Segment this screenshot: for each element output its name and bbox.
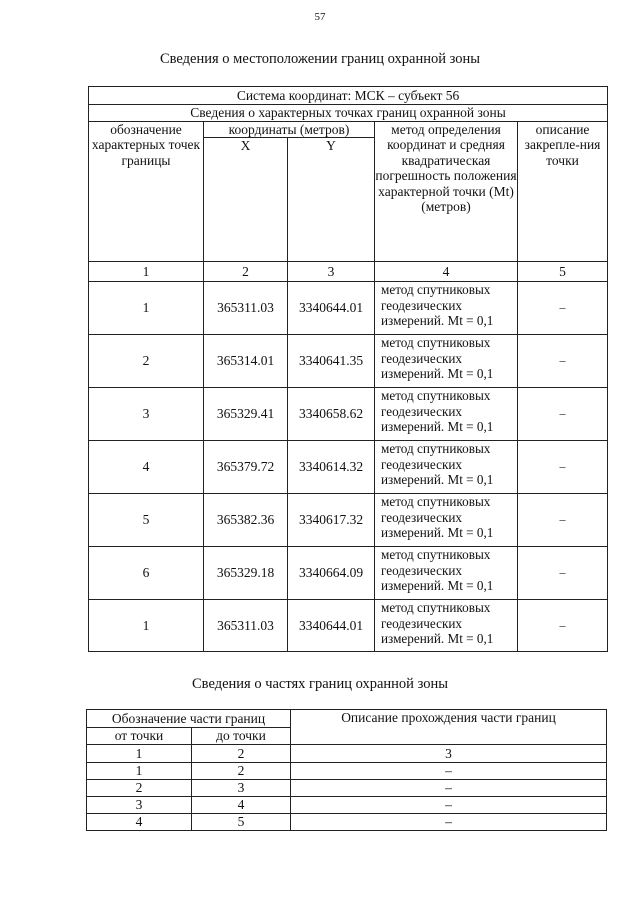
point-number: 4 — [89, 441, 204, 494]
point-number: 1 — [89, 282, 204, 335]
point-description: – — [518, 600, 608, 652]
method-cell — [375, 335, 518, 388]
section-title-parts: Сведения о частях границ охранной зоны — [192, 676, 448, 692]
coord-y: 3340644.01 — [288, 600, 375, 652]
header-point-label: обозначение характерных точек границы — [89, 121, 204, 262]
column-number: 5 — [518, 262, 608, 282]
method-line: метод спутниковых — [381, 388, 491, 403]
header-y: Y — [288, 138, 375, 262]
point-number: 3 — [89, 388, 204, 441]
coord-x: 365382.36 — [204, 494, 288, 547]
column-number: 2 — [204, 262, 288, 282]
to-point: 4 — [192, 797, 291, 814]
table-row — [89, 282, 608, 335]
method-line: измерений. Mt = 0,1 — [381, 419, 494, 434]
coord-y: 3340617.32 — [288, 494, 375, 547]
part-description: – — [291, 814, 607, 831]
coord-y: 3340644.01 — [288, 282, 375, 335]
point-number: 6 — [89, 547, 204, 600]
point-number: 1 — [89, 600, 204, 652]
part-description: – — [291, 763, 607, 780]
method-line: геодезических — [381, 403, 463, 419]
coord-x: 365329.41 — [204, 388, 288, 441]
method-cell — [375, 600, 518, 652]
point-description: – — [518, 547, 608, 600]
page-number: 57 — [314, 11, 326, 23]
column-number: 1 — [89, 262, 204, 282]
column-numbers-row — [87, 745, 607, 763]
coord-y: 3340641.35 — [288, 335, 375, 388]
from-point: 2 — [87, 780, 192, 797]
coord-y: 3340664.09 — [288, 547, 375, 600]
method-line: метод спутниковых — [381, 600, 491, 615]
method-line: геодезических — [381, 456, 463, 472]
to-point: 5 — [192, 814, 291, 831]
method-line: измерений. Mt = 0,1 — [381, 578, 494, 593]
part-description: – — [291, 780, 607, 797]
from-point: 4 — [87, 814, 192, 831]
point-description: – — [518, 388, 608, 441]
method-line: измерений. Mt = 0,1 — [381, 472, 494, 487]
point-description: – — [518, 335, 608, 388]
method-line: измерений. Mt = 0,1 — [381, 525, 494, 540]
from-point: 3 — [87, 797, 192, 814]
table-row — [87, 763, 607, 780]
section-title-boundaries: Сведения о местоположении границ охранной зоны — [159, 51, 480, 67]
header-description: описание закрепле-ния точки — [518, 121, 608, 262]
table-row — [89, 494, 608, 547]
method-line: геодезических — [381, 562, 463, 578]
table-row — [89, 441, 608, 494]
header-to: до точки — [192, 728, 291, 745]
table-row — [89, 600, 608, 652]
coord-x: 365379.72 — [204, 441, 288, 494]
header-method: метод определения координат и средняя квадратическая погрешность положения характерной точки (Mt) (метров) — [375, 121, 518, 262]
coord-system: Система координат: МСК – субъект 56 — [89, 87, 608, 105]
table-subtitle: Сведения о характерных точках границ охранной зоны — [89, 105, 608, 122]
coord-x: 365314.01 — [204, 335, 288, 388]
method-line: метод спутниковых — [381, 547, 491, 562]
header-from: от точки — [87, 728, 192, 745]
coord-x: 365329.18 — [204, 547, 288, 600]
column-number: 4 — [375, 262, 518, 282]
method-line: метод спутниковых — [381, 441, 491, 456]
to-point: 2 — [192, 763, 291, 780]
table-row — [87, 780, 607, 797]
point-description: – — [518, 282, 608, 335]
table-row — [87, 814, 607, 831]
table-row — [87, 797, 607, 814]
table-row — [89, 335, 608, 388]
method-line: измерений. Mt = 0,1 — [381, 366, 494, 381]
method-line: метод спутниковых — [381, 494, 491, 509]
coord-x: 365311.03 — [204, 282, 288, 335]
method-line: геодезических — [381, 350, 463, 366]
method-line: метод спутниковых — [381, 282, 491, 297]
coord-y: 3340658.62 — [288, 388, 375, 441]
header-x: X — [204, 138, 288, 262]
method-cell — [375, 547, 518, 600]
method-line: геодезических — [381, 297, 463, 313]
column-number: 1 — [87, 745, 192, 763]
boundary-parts-table — [86, 709, 607, 831]
part-description: – — [291, 797, 607, 814]
method-line: измерений. Mt = 0,1 — [381, 313, 494, 328]
header-part-label: Обозначение части границ — [87, 710, 291, 728]
point-number: 5 — [89, 494, 204, 547]
column-numbers-row — [89, 262, 608, 282]
column-number: 3 — [291, 745, 607, 763]
column-number: 2 — [192, 745, 291, 763]
point-description: – — [518, 441, 608, 494]
method-cell — [375, 441, 518, 494]
to-point: 3 — [192, 780, 291, 797]
method-line: геодезических — [381, 615, 463, 631]
method-line: геодезических — [381, 509, 463, 525]
column-number: 3 — [288, 262, 375, 282]
header-coords: координаты (метров) — [204, 121, 375, 138]
method-line: измерений. Mt = 0,1 — [381, 631, 494, 646]
method-cell — [375, 494, 518, 547]
coord-x: 365311.03 — [204, 600, 288, 652]
header-part-description: Описание прохождения части границ — [291, 710, 607, 745]
table-row — [89, 547, 608, 600]
method-line: метод спутниковых — [381, 335, 491, 350]
from-point: 1 — [87, 763, 192, 780]
point-number: 2 — [89, 335, 204, 388]
boundary-points-table — [88, 86, 608, 652]
coord-y: 3340614.32 — [288, 441, 375, 494]
method-cell — [375, 388, 518, 441]
table-row — [89, 388, 608, 441]
method-cell — [375, 282, 518, 335]
point-description: – — [518, 494, 608, 547]
